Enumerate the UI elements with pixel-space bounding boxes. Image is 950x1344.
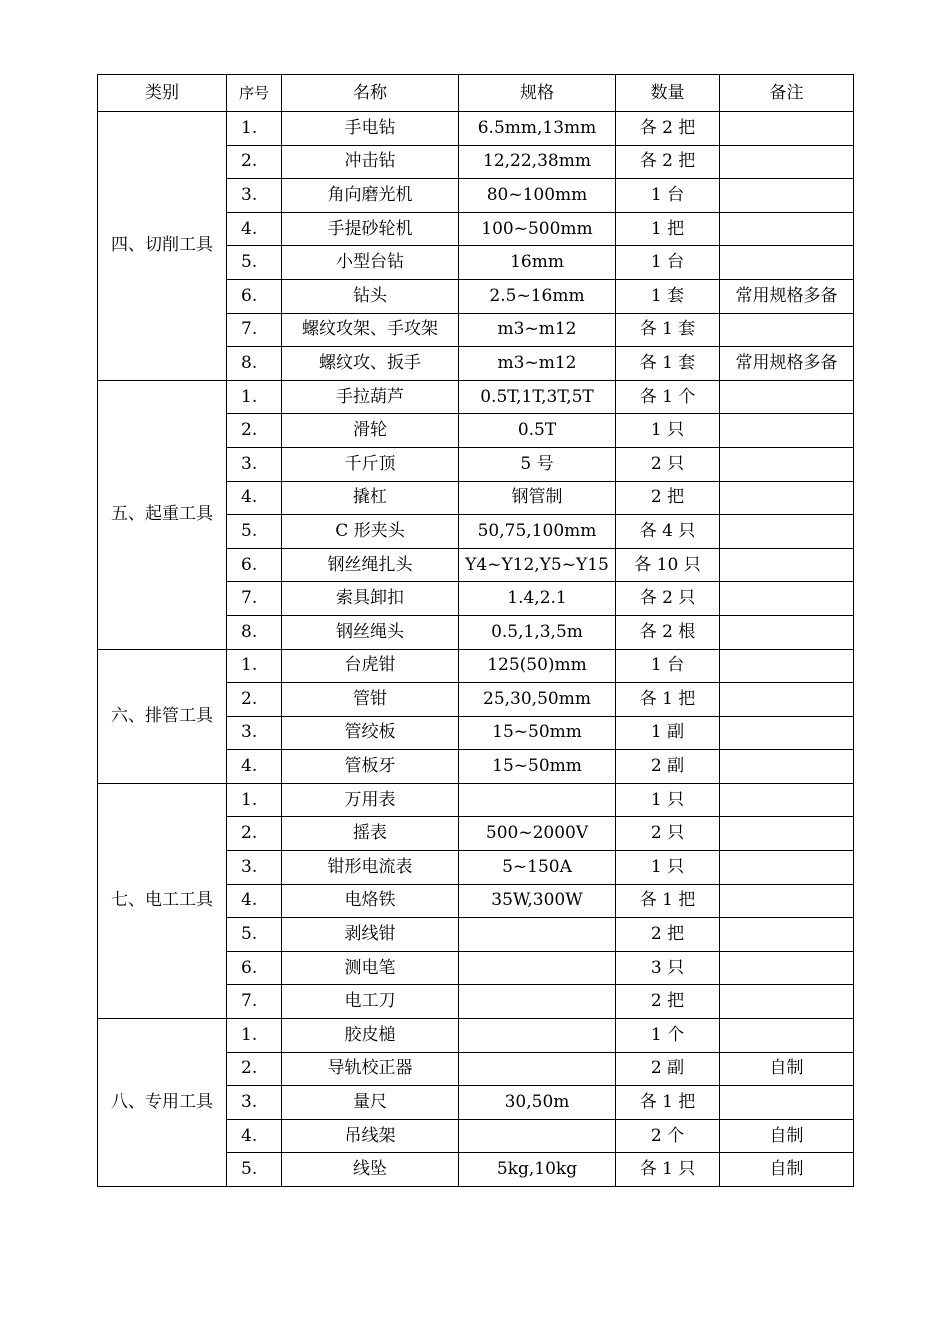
- spec-cell: 80~100mm: [459, 179, 616, 213]
- spec-cell: 2.5~16mm: [459, 279, 616, 313]
- remark-cell: [720, 481, 854, 515]
- name-cell: C 形夹头: [282, 515, 459, 549]
- seq-cell: 7.: [227, 313, 282, 347]
- category-cell: 四、切削工具: [98, 112, 227, 381]
- remark-cell: [720, 783, 854, 817]
- table-row: [98, 380, 854, 414]
- name-cell: 测电笔: [282, 951, 459, 985]
- seq-cell: 2.: [227, 683, 282, 717]
- spec-cell: 30,50m: [459, 1086, 616, 1120]
- spec-cell: 25,30,50mm: [459, 683, 616, 717]
- spec-cell: [459, 783, 616, 817]
- seq-cell: 3.: [227, 447, 282, 481]
- qty-cell: 各 1 套: [616, 313, 720, 347]
- qty-cell: 2 副: [616, 750, 720, 784]
- spec-cell: 35W,300W: [459, 884, 616, 918]
- qty-cell: 各 1 把: [616, 683, 720, 717]
- qty-cell: 1 台: [616, 179, 720, 213]
- header-seq: 序号: [227, 75, 282, 112]
- seq-cell: 1.: [227, 1019, 282, 1053]
- qty-cell: 各 1 个: [616, 380, 720, 414]
- qty-cell: 各 1 套: [616, 347, 720, 381]
- name-cell: 索具卸扣: [282, 582, 459, 616]
- remark-cell: [720, 414, 854, 448]
- name-cell: 撬杠: [282, 481, 459, 515]
- seq-cell: 5.: [227, 515, 282, 549]
- table-row: [98, 112, 854, 146]
- spec-cell: 12,22,38mm: [459, 145, 616, 179]
- seq-cell: 5.: [227, 246, 282, 280]
- name-cell: 管绞板: [282, 716, 459, 750]
- spec-cell: 1.4,2.1: [459, 582, 616, 616]
- category-cell: 八、专用工具: [98, 1019, 227, 1187]
- seq-cell: 3.: [227, 1086, 282, 1120]
- remark-cell: 常用规格多备: [720, 279, 854, 313]
- seq-cell: 4.: [227, 750, 282, 784]
- name-cell: 胶皮槌: [282, 1019, 459, 1053]
- qty-cell: 各 1 把: [616, 1086, 720, 1120]
- seq-cell: 5.: [227, 918, 282, 952]
- qty-cell: 2 只: [616, 817, 720, 851]
- header-name: 名称: [282, 75, 459, 112]
- spec-cell: 15~50mm: [459, 750, 616, 784]
- remark-cell: [720, 380, 854, 414]
- seq-cell: 1.: [227, 112, 282, 146]
- spec-cell: 15~50mm: [459, 716, 616, 750]
- seq-cell: 4.: [227, 1119, 282, 1153]
- qty-cell: 1 台: [616, 246, 720, 280]
- remark-cell: [720, 112, 854, 146]
- remark-cell: [720, 582, 854, 616]
- qty-cell: 各 2 根: [616, 615, 720, 649]
- seq-cell: 4.: [227, 884, 282, 918]
- name-cell: 千斤顶: [282, 447, 459, 481]
- spec-cell: 5~150A: [459, 851, 616, 885]
- remark-cell: [720, 918, 854, 952]
- seq-cell: 7.: [227, 582, 282, 616]
- name-cell: 冲击钻: [282, 145, 459, 179]
- spec-cell: 6.5mm,13mm: [459, 112, 616, 146]
- qty-cell: 1 套: [616, 279, 720, 313]
- remark-cell: 常用规格多备: [720, 347, 854, 381]
- header-remark: 备注: [720, 75, 854, 112]
- spec-cell: 100~500mm: [459, 212, 616, 246]
- remark-cell: [720, 884, 854, 918]
- tools-table: [97, 74, 854, 1187]
- spec-cell: m3~m12: [459, 347, 616, 381]
- table-body: [98, 112, 854, 1187]
- remark-cell: [720, 145, 854, 179]
- remark-cell: [720, 212, 854, 246]
- name-cell: 手提砂轮机: [282, 212, 459, 246]
- spec-cell: 5kg,10kg: [459, 1153, 616, 1187]
- qty-cell: 2 副: [616, 1052, 720, 1086]
- qty-cell: 各 1 只: [616, 1153, 720, 1187]
- qty-cell: 各 2 把: [616, 112, 720, 146]
- spec-cell: 钢管制: [459, 481, 616, 515]
- qty-cell: 1 只: [616, 414, 720, 448]
- name-cell: 导轨校正器: [282, 1052, 459, 1086]
- remark-cell: [720, 615, 854, 649]
- seq-cell: 4.: [227, 212, 282, 246]
- remark-cell: [720, 313, 854, 347]
- table-row: [98, 649, 854, 683]
- spec-cell: 500~2000V: [459, 817, 616, 851]
- seq-cell: 3.: [227, 851, 282, 885]
- seq-cell: 2.: [227, 145, 282, 179]
- remark-cell: [720, 649, 854, 683]
- name-cell: 钻头: [282, 279, 459, 313]
- seq-cell: 2.: [227, 414, 282, 448]
- header-spec: 规格: [459, 75, 616, 112]
- remark-cell: 自制: [720, 1119, 854, 1153]
- qty-cell: 1 个: [616, 1019, 720, 1053]
- name-cell: 摇表: [282, 817, 459, 851]
- remark-cell: [720, 447, 854, 481]
- name-cell: 吊线架: [282, 1119, 459, 1153]
- name-cell: 手拉葫芦: [282, 380, 459, 414]
- remark-cell: [720, 750, 854, 784]
- qty-cell: 1 只: [616, 851, 720, 885]
- name-cell: 管板牙: [282, 750, 459, 784]
- spec-cell: 16mm: [459, 246, 616, 280]
- remark-cell: [720, 951, 854, 985]
- spec-cell: 0.5T,1T,3T,5T: [459, 380, 616, 414]
- name-cell: 手电钻: [282, 112, 459, 146]
- header-qty: 数量: [616, 75, 720, 112]
- qty-cell: 2 把: [616, 985, 720, 1019]
- seq-cell: 1.: [227, 649, 282, 683]
- spec-cell: m3~m12: [459, 313, 616, 347]
- table-row: [98, 1019, 854, 1053]
- spec-cell: [459, 1052, 616, 1086]
- spec-cell: [459, 1019, 616, 1053]
- spec-cell: [459, 985, 616, 1019]
- name-cell: 钳形电流表: [282, 851, 459, 885]
- seq-cell: 6.: [227, 951, 282, 985]
- name-cell: 台虎钳: [282, 649, 459, 683]
- remark-cell: [720, 246, 854, 280]
- header-category: 类别: [98, 75, 227, 112]
- remark-cell: [720, 1086, 854, 1120]
- seq-cell: 8.: [227, 347, 282, 381]
- seq-cell: 2.: [227, 1052, 282, 1086]
- qty-cell: 各 10 只: [616, 548, 720, 582]
- seq-cell: 4.: [227, 481, 282, 515]
- remark-cell: [720, 548, 854, 582]
- name-cell: 角向磨光机: [282, 179, 459, 213]
- spec-cell: 0.5T: [459, 414, 616, 448]
- qty-cell: 2 个: [616, 1119, 720, 1153]
- name-cell: 线坠: [282, 1153, 459, 1187]
- seq-cell: 2.: [227, 817, 282, 851]
- seq-cell: 7.: [227, 985, 282, 1019]
- remark-cell: [720, 1019, 854, 1053]
- name-cell: 钢丝绳扎头: [282, 548, 459, 582]
- remark-cell: [720, 179, 854, 213]
- qty-cell: 2 把: [616, 481, 720, 515]
- qty-cell: 各 1 把: [616, 884, 720, 918]
- qty-cell: 1 台: [616, 649, 720, 683]
- category-cell: 七、电工工具: [98, 783, 227, 1018]
- spec-cell: 5 号: [459, 447, 616, 481]
- table-header-row: [98, 75, 854, 112]
- qty-cell: 1 副: [616, 716, 720, 750]
- spec-cell: 50,75,100mm: [459, 515, 616, 549]
- category-cell: 六、排管工具: [98, 649, 227, 783]
- spec-cell: 125(50)mm: [459, 649, 616, 683]
- qty-cell: 2 只: [616, 447, 720, 481]
- remark-cell: [720, 716, 854, 750]
- spec-cell: Y4~Y12,Y5~Y15: [459, 548, 616, 582]
- remark-cell: [720, 683, 854, 717]
- spec-cell: [459, 1119, 616, 1153]
- seq-cell: 6.: [227, 548, 282, 582]
- qty-cell: 1 只: [616, 783, 720, 817]
- qty-cell: 各 2 把: [616, 145, 720, 179]
- qty-cell: 3 只: [616, 951, 720, 985]
- spec-cell: [459, 918, 616, 952]
- seq-cell: 3.: [227, 716, 282, 750]
- name-cell: 螺纹攻架、手攻架: [282, 313, 459, 347]
- spec-cell: 0.5,1,3,5m: [459, 615, 616, 649]
- qty-cell: 2 把: [616, 918, 720, 952]
- seq-cell: 6.: [227, 279, 282, 313]
- qty-cell: 1 把: [616, 212, 720, 246]
- name-cell: 剥线钳: [282, 918, 459, 952]
- seq-cell: 5.: [227, 1153, 282, 1187]
- table-row: [98, 783, 854, 817]
- category-cell: 五、起重工具: [98, 380, 227, 649]
- remark-cell: 自制: [720, 1052, 854, 1086]
- name-cell: 电烙铁: [282, 884, 459, 918]
- name-cell: 小型台钻: [282, 246, 459, 280]
- name-cell: 万用表: [282, 783, 459, 817]
- qty-cell: 各 4 只: [616, 515, 720, 549]
- remark-cell: [720, 817, 854, 851]
- seq-cell: 8.: [227, 615, 282, 649]
- name-cell: 电工刀: [282, 985, 459, 1019]
- seq-cell: 3.: [227, 179, 282, 213]
- remark-cell: [720, 515, 854, 549]
- qty-cell: 各 2 只: [616, 582, 720, 616]
- remark-cell: [720, 851, 854, 885]
- name-cell: 量尺: [282, 1086, 459, 1120]
- name-cell: 钢丝绳头: [282, 615, 459, 649]
- name-cell: 滑轮: [282, 414, 459, 448]
- remark-cell: 自制: [720, 1153, 854, 1187]
- remark-cell: [720, 985, 854, 1019]
- name-cell: 螺纹攻、扳手: [282, 347, 459, 381]
- seq-cell: 1.: [227, 380, 282, 414]
- seq-cell: 1.: [227, 783, 282, 817]
- spec-cell: [459, 951, 616, 985]
- name-cell: 管钳: [282, 683, 459, 717]
